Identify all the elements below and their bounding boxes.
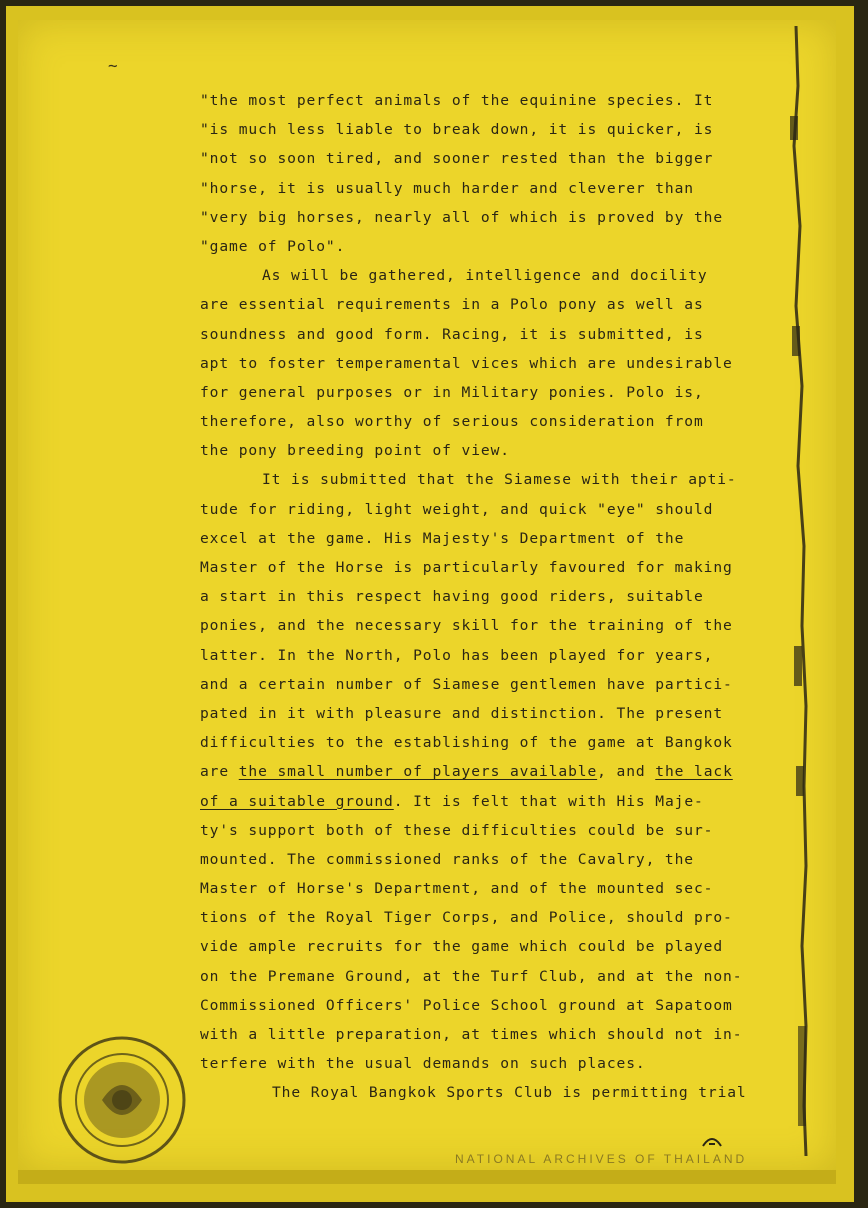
text-line: "is much less liable to break down, it is quicker, is [200,121,714,139]
text-segment: are [200,763,239,781]
text-line: pated in it with pleasure and distinction. The present [200,704,724,722]
text-line: vide ample recruits for the game which could be played [200,938,724,956]
text-line: are essential requirements in a Polo pony as well as [200,296,704,314]
text-line: "very big horses, nearly all of which is proved by the [200,208,724,226]
underlined-phrase: of a suitable ground [200,792,394,810]
text-line: difficulties to the establishing of the game at Bangkok [200,734,733,752]
text-line: tions of the Royal Tiger Corps, and Police, should pro- [200,909,733,927]
text-segment: , and [597,763,656,781]
text-line: with a little preparation, at times which should not in- [200,1026,743,1043]
text-line: Commissioned Officers' Police School ground at Sapatoom [200,996,733,1014]
text-line: Master of Horse's Department, and of the mounted sec- [200,880,714,898]
archive-seal-stamp [52,1030,192,1170]
text-line: "not so soon tired, and sooner rested than the bigger [200,150,714,168]
text-line-underlined [200,757,810,786]
typewritten-text [200,86,810,1108]
text-line-underlined [200,787,810,816]
text-line: "the most perfect animals of the equinine species. It [200,92,714,109]
text-line: the pony breeding point of view. [200,442,510,460]
text-line: latter. In the North, Polo has been played for years, [200,646,714,664]
underlined-phrase: the lack [655,763,733,781]
text-line: and a certain number of Siamese gentlemen have partici- [200,675,733,693]
text-line: "game of Polo". [200,237,346,255]
text-line: on the Premane Ground, at the Turf Club, and at the non- [200,967,743,985]
text-line: for general purposes or in Military ponies. Polo is, [200,383,704,401]
archive-footer-imprint: NATIONAL ARCHIVES OF THAILAND [455,1152,748,1166]
text-line: "horse, it is usually much harder and cleverer than [200,179,694,197]
text-line: soundness and good form. Racing, it is submitted, is [200,325,704,343]
text-line: ty's support both of these difficulties could be sur- [200,821,714,839]
text-line: a start in this respect having good riders, suitable [200,588,704,606]
underlined-phrase: the small number of players available [238,763,598,781]
binding-edge-marks [784,26,824,1156]
text-line: ponies, and the necessary skill for the training of the [200,617,733,635]
corner-mark: ∼ [108,56,118,75]
text-line: Master of the Horse is particularly favoured for making [200,559,733,576]
text-line-paragraph-start: The Royal Bangkok Sports Club is permitting trial [272,1084,747,1102]
text-line-paragraph-start: It is submitted that the Siamese with their apti- [262,471,737,489]
small-ink-mark [700,1130,724,1150]
text-line: mounted. The commissioned ranks of the Cavalry, the [200,850,694,868]
text-line: excel at the game. His Majesty's Department of the [200,529,685,547]
text-line: terfere with the usual demands on such places. [200,1055,646,1073]
text-line: tude for riding, light weight, and quick "eye" should [200,500,714,518]
text-line: therefore, also worthy of serious consideration from [200,413,704,431]
bottom-edge-band [18,1170,836,1184]
text-segment: . It is felt that with His Maje- [393,792,704,810]
text-line: apt to foster temperamental vices which are undesirable [200,354,733,372]
text-line-paragraph-start: As will be gathered, intelligence and docility [262,267,708,285]
